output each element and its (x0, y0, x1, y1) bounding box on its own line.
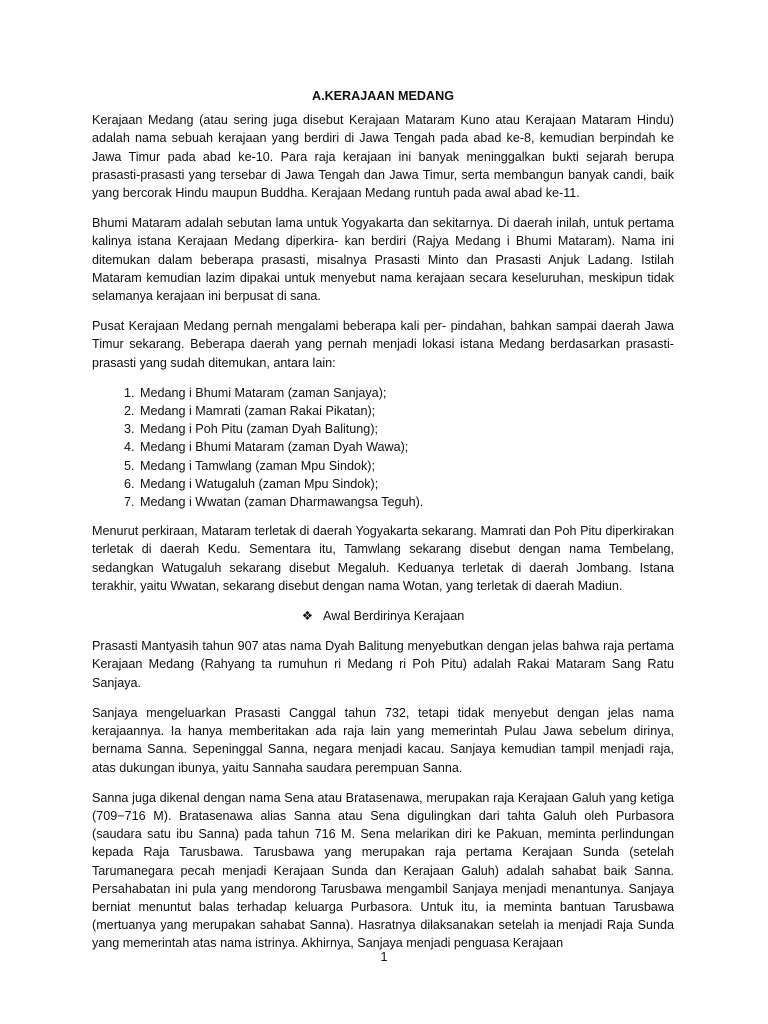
document-page (92, 87, 674, 965)
list-item: 6. Medang i Watugaluh (zaman Mpu Sindok); (138, 475, 674, 493)
page-number: 1 (380, 950, 388, 964)
subheading-text: Awal Berdirinya Kerajaan (323, 609, 465, 624)
list-item: 2. Medang i Mamrati (zaman Rakai Pikatan); (138, 402, 674, 420)
palace-locations-list (92, 384, 674, 511)
paragraph-section-2: Sanjaya mengeluarkan Prasasti Canggal tahun 732, tetapi tidak menyebut dengan jelas nama kerajaannya. Ia hanya memberitakan ada raja lain yang memerintah Pulau Jawa sebelum dirinya, bernama Sanna. Sepeninggal Sanna, negara menjadi kacau. Sanjaya kemudian tampil menjadi raja, atas dukungan ibunya, yaitu Sannaha saudara perempuan Sanna. (92, 705, 674, 775)
section-subheading (92, 607, 674, 625)
diamond-bullet-icon: ❖ (301, 609, 314, 624)
paragraph-after-list: Menurut perkiraan, Mataram terletak di daerah Yogyakarta sekarang. Mamrati dan Poh Pitu diperkirakan terletak di daerah Kedu. Sementara itu, Tamwlang sekarang disebut dengan nama Tembelang, sedangkan Watugaluh sekarang disebut Megaluh. Keduanya terletak di daerah Jombang. Istana terakhir, yaitu Wwatan, sekarang disebut dengan nama Wotan, yang terletak di daerah Madiun. (92, 524, 674, 593)
paragraph-intro-1: Kerajaan Medang (atau sering juga disebut Kerajaan Mataram Kuno atau Kerajaan Mataram Hindu) adalah nama sebuah kerajaan yang berdiri di Jawa Tengah pada abad ke-8, kemudian berpindah ke Jawa Timur pada abad ke-10. Para raja kerajaan ini banyak meninggalkan bukti sejarah berupa prasasti-prasasti yang tersebar di Jawa Tengah dan Jawa Timur, serta membangun banyak candi, baik yang bercorak Hindu maupun Buddha. Kerajaan Medang runtuh pada awal abad ke-11. (92, 113, 674, 201)
list-item: 1. Medang i Bhumi Mataram (zaman Sanjaya); (138, 384, 674, 402)
document-title: A.KERAJAAN MEDANG (311, 89, 455, 103)
paragraph-section-1: Prasasti Mantyasih tahun 907 atas nama Dyah Balitung menyebutkan dengan jelas bahwa raja pertama Kerajaan Medang (Rahyang ta rumuhun ri Medang ri Poh Pitu) adalah Rakai Mataram Sang Ratu Sanjaya. (92, 639, 674, 690)
paragraph-intro-2: Bhumi Mataram adalah sebutan lama untuk Yogyakarta dan sekitarnya. Di daerah inilah, untuk pertama kalinya istana Kerajaan Medang diperkira- kan berdiri (Rajya Medang i Bhumi Mataram). Nama ini ditemukan dalam beberapa prasasti, misalnya Prasasti Minto dan Prasasti Anjuk Ladang. Istilah Mataram kemudian lazim dipakai untuk menyebut nama kerajaan secara keseluruhan, meskipun tidak selamanya kerajaan ini berpusat di sana. (92, 216, 674, 304)
list-item: 7. Medang i Wwatan (zaman Dharmawangsa Teguh). (138, 493, 674, 511)
list-item: 3. Medang i Poh Pitu (zaman Dyah Balitung); (138, 420, 674, 438)
paragraph-intro-3: Pusat Kerajaan Medang pernah mengalami beberapa kali per- pindahan, bahkan sampai daerah Jawa Timur sekarang. Beberapa daerah yang pernah menjadi lokasi istana Medang berdasarkan prasasti-prasasti yang sudah ditemukan, antara lain: (92, 319, 674, 370)
paragraph-section-3: Sanna juga dikenal dengan nama Sena atau Bratasenawa, merupakan raja Kerajaan Galuh yang ketiga (709−716 M). Bratasenawa alias Sanna atau Sena digulingkan dari tahta Galuh oleh Purbasora (saudara satu ibu Sanna) pada tahun 716 M. Sena melarikan diri ke Pakuan, meminta perlindungan kepada Raja Tarusbawa. Tarusbawa yang merupakan raja pertama Kerajaan Sunda (setelah Tarumanegara pecah menjadi Kerajaan Sunda dan Kerajaan Galuh) adalah sahabat baik Sanna. Persahabatan ini pula yang mendorong Tarusbawa mengambil Sanjaya menjadi menantunya. Sanjaya berniat menuntut balas terhadap keluarga Purbasora. Untuk itu, ia meminta bantuan Tarusbawa (mertuanya yang merupakan sahabat Sanna). Hasratnya dilaksanakan setelah ia menjadi Raja Sunda yang memerintah atas nama istrinya. Akhirnya, Sanjaya menjadi penguasa Kerajaan (92, 790, 674, 951)
list-item: 5. Medang i Tamwlang (zaman Mpu Sindok); (138, 457, 674, 475)
list-item: 4. Medang i Bhumi Mataram (zaman Dyah Wawa); (138, 438, 674, 456)
